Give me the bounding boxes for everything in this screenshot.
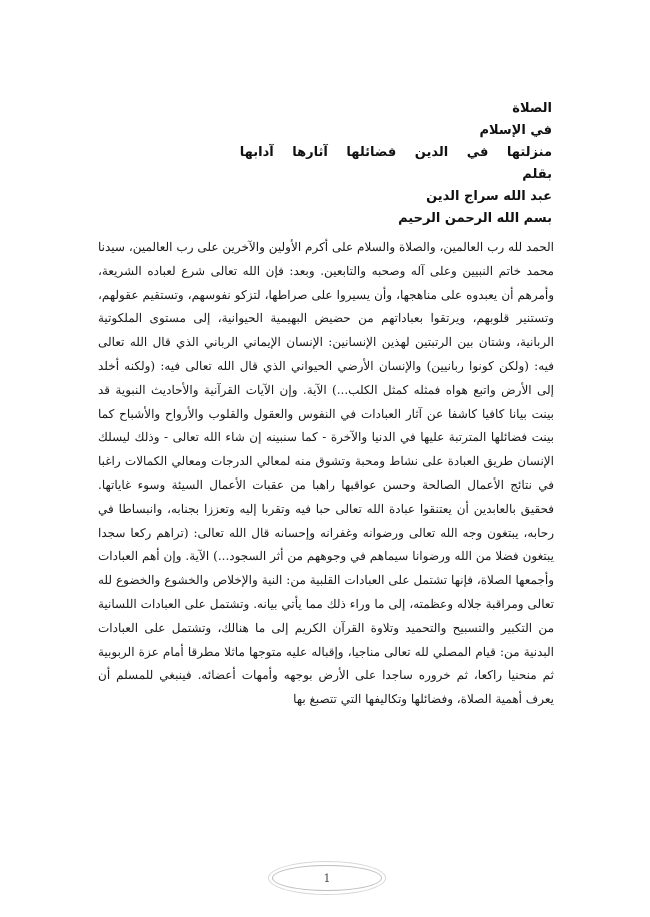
body-text [98,236,554,712]
body-paragraph: الحمد لله رب العالمين، والصلاة والسلام على أكرم الأولين والآخرين على رب العالمين، سيدنا محمد خاتم النبيين وعلى آله وصحبه والتابعين. وبعد: فإن الله تعالى شرع لعباده الشريعة، وأمرهم أن يعبدوه على مناهجها، وأن يسيروا على صراطها، لتزكو نفوسهم، وتستقيم عقولهم، وتستنير قلوبهم، ويرتقوا بعباداتهم من حضيض البهيمية الحيوانية، إلى مستوى الملكوتية الربانية، وشتان بين الرتبتين لهذين الإنسانين: الإنسان الإيماني الرباني الذي قال الله تعالى فيه: (ولكن كونوا ربانيين) والإنسان الأرضي الحيواني الذي قال الله تعالى فيه: (ولكنه أخلد إلى الأرض واتبع هواه فمثله كمثل الكلب...) الآية. وإن الآيات القرآنية والأحاديث النبوية قد بينت بيانا كافيا كاشفا عن آثار العبادات في النفوس والعقول والقلوب والأرواح والأشباح كما بينت فضائلها المترتبة عليها في الدنيا والآخرة - كما سنبينه إن شاء الله تعالى - وذلك ليسلك الإنسان طريق العبادة على نشاط ومحبة وتشوق منه لمعالي الدرجات ومعالي الكمالات راغبا في نتائج الأعمال الصالحة وحسن عواقبها راهبا من عقبات الأعمال السيئة وسوء غاياتها. فحقيق بالعابدين أن يعتنقوا عبادة الله تعالى حبا فيه وتقربا إليه وتعززا بجنابه، وانبساطا في رحابه، يبتغون وجه الله تعالى ورضوانه وغفرانه وإحسانه قال الله تعالى: (تراهم ركعا سجدا يبتغون فضلا من الله ورضوانا سيماهم في وجوههم من أثر السجود...) الآية. وإن أهم العبادات وأجمعها الصلاة، فإنها تشتمل على العبادات القلبية من: النية والإخلاص والخشوع والخضوع لله تعالى ومراقبة جلاله وعظمته، إلى ما وراء ذلك مما يأتي بيانه. وتشتمل على العبادات اللسانية من التكبير والتسبيح والتحميد وتلاوة القرآن الكريم إلى ما هنالك، وتشتمل على العبادات البدنية من: قيام المصلي لله تعالى مناجيا، وإقباله عليه متوجها ماثلا مطرقا أمام عزة الربوبية ثم منحنيا راكعا، ثم خروره ساجدا على الأرض بوجهه وأمهات أعضائه. فينبغي للمسلم أن يعرف أهمية الصلاة، وفضائلها وتكاليفها التي تتصبغ بها [98,240,554,707]
author-name: عبد الله سراج الدين [426,189,552,204]
document-subtitle: منزلتها في الدين فضائلها آثارها آدابها [239,145,552,160]
document-title-line2: في الإسلام [479,123,552,138]
basmala: بسم الله الرحمن الرحيم [398,211,552,226]
heading-block [60,98,552,230]
document-title: الصلاة [512,101,552,116]
by-label: بقلم [522,167,552,182]
page-number: 1 [323,871,331,885]
page-number-frame [272,865,382,891]
